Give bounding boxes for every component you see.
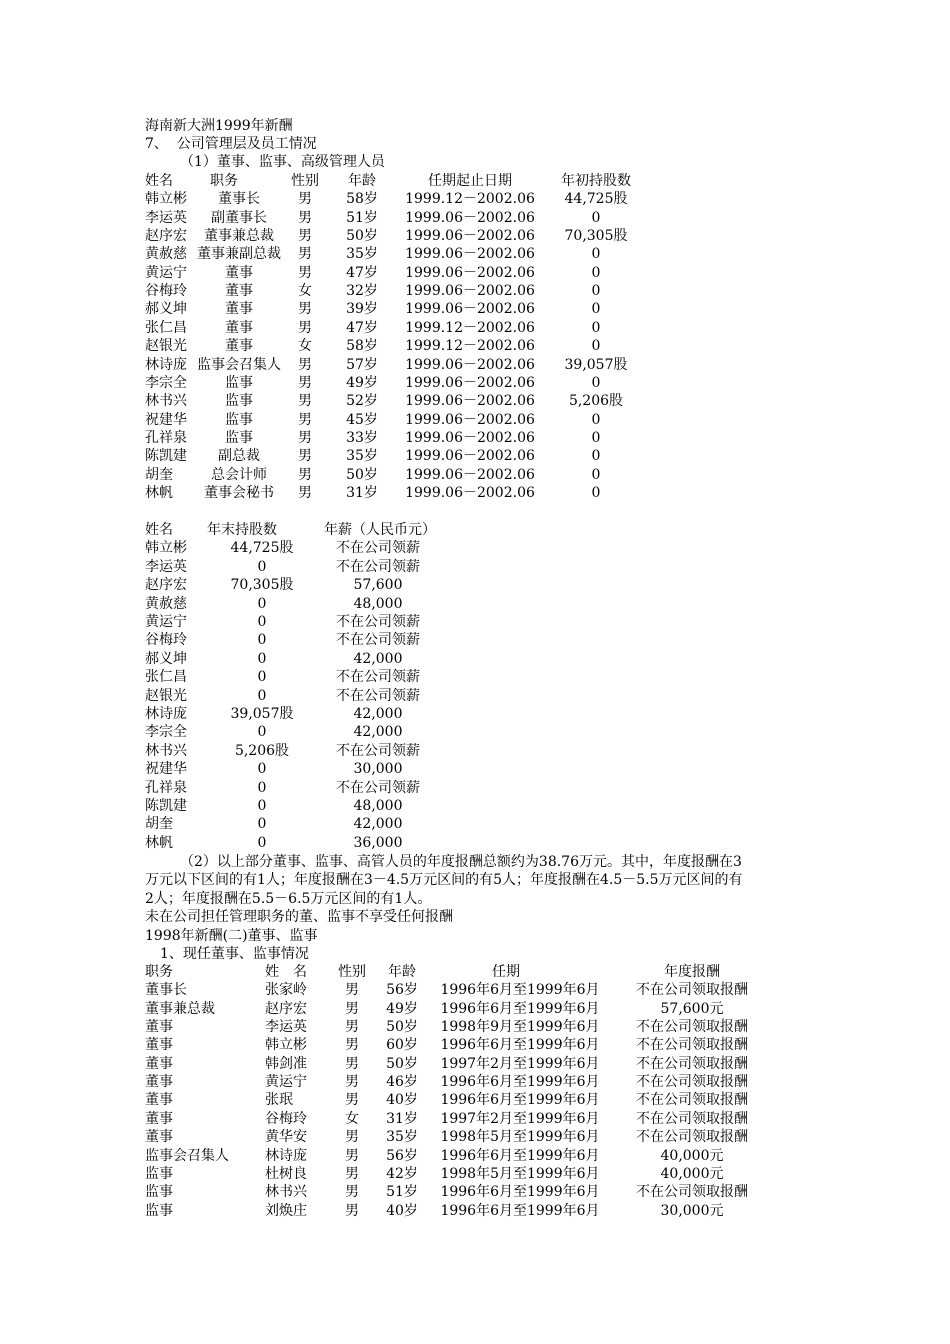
cell-name: 谷梅玲 xyxy=(265,1110,307,1127)
paragraph-no-remuneration: 未在公司担任管理职务的董、监事不享受任何报酬 xyxy=(145,909,453,925)
cell-position: 监事 xyxy=(145,1184,173,1201)
cell-name: 张珉 xyxy=(265,1092,293,1109)
cell-position: 监事 xyxy=(225,411,253,428)
cell-age: 47岁 xyxy=(346,264,378,281)
cell-gender: 男 xyxy=(298,448,312,465)
cell-name: 黄运宁 xyxy=(265,1074,307,1091)
cell-shares-begin: 5,206股 xyxy=(568,393,624,410)
cell-age: 58岁 xyxy=(346,338,378,355)
cell-salary: 36,000 xyxy=(353,834,403,851)
cell-shares-end: 44,725股 xyxy=(230,540,294,557)
cell-name: 林诗庞 xyxy=(145,356,187,373)
cell-position: 董事 xyxy=(145,1110,173,1127)
cell-shares-end: 39,057股 xyxy=(230,706,294,722)
cell-age: 51岁 xyxy=(346,209,378,226)
cell-shares-begin: 0 xyxy=(591,319,601,336)
cell-gender: 女 xyxy=(298,283,312,300)
cell-name: 林诗庞 xyxy=(265,1147,307,1164)
cell-position: 董事 xyxy=(145,1037,173,1054)
cell-salary: 不在公司领薪 xyxy=(336,540,420,557)
cell-age: 39岁 xyxy=(346,301,378,318)
cell-shares-begin: 0 xyxy=(591,411,601,428)
cell-position: 副总裁 xyxy=(218,448,260,465)
cell-position: 董事 xyxy=(145,1129,173,1146)
cell-gender: 男 xyxy=(345,1000,359,1017)
cell-name: 陈凯建 xyxy=(145,798,187,814)
cell-age: 45岁 xyxy=(346,411,378,428)
header-name: 姓名 xyxy=(145,522,173,538)
section-heading: 7、 公司管理层及员工情况 xyxy=(145,136,317,152)
section-heading-1998: 1998年新酬(二)董事、监事 xyxy=(145,928,318,944)
cell-term: 1996年6月至1999年6月 xyxy=(440,1202,600,1219)
cell-gender: 男 xyxy=(298,374,312,391)
cell-position: 董事 xyxy=(225,283,253,300)
cell-shares-end: 70,305股 xyxy=(230,577,294,594)
cell-salary: 48,000 xyxy=(353,798,403,814)
cell-position: 董事 xyxy=(225,301,253,318)
header-name: 姓名 xyxy=(145,173,173,189)
paragraph-remuneration-summary: （2）以上部分董事、监事、高管人员的年度报酬总额约为38.76万元。其中，年度报酬在3 万元以下区间的有1人；年度报酬在3－4.5万元区间的有5人；年度报酬在4.5－5.5万元区间的有2人；年度报酬在5.5－6.5万元区间的有1人。 xyxy=(145,854,743,907)
cell-shares-begin: 0 xyxy=(591,466,601,483)
cell-remuneration: 不在公司领取报酬 xyxy=(636,1055,748,1072)
cell-term: 1998年5月至1999年6月 xyxy=(440,1129,600,1146)
cell-age: 52岁 xyxy=(346,393,378,410)
cell-salary: 不在公司领薪 xyxy=(336,687,420,704)
cell-remuneration: 不在公司领取报酬 xyxy=(636,1110,748,1127)
cell-name: 林书兴 xyxy=(265,1184,307,1201)
cell-remuneration: 不在公司领取报酬 xyxy=(636,1019,748,1036)
document-title: 海南新大洲1999年新酬 xyxy=(145,118,293,134)
cell-term: 1999.12－2002.06 xyxy=(405,338,535,355)
cell-position: 董事兼副总裁 xyxy=(197,246,281,263)
cell-name: 祝建华 xyxy=(145,761,187,778)
cell-age: 49岁 xyxy=(346,374,378,391)
cell-term: 1996年6月至1999年6月 xyxy=(440,1074,600,1091)
cell-gender: 男 xyxy=(298,246,312,263)
cell-age: 49岁 xyxy=(386,1000,418,1017)
cell-position: 监事 xyxy=(225,374,253,391)
cell-name: 张仁昌 xyxy=(145,669,187,686)
cell-age: 31岁 xyxy=(346,484,378,501)
subsection-heading-1998: 1、现任董事、监事情况 xyxy=(160,946,309,962)
cell-age: 42岁 xyxy=(386,1165,418,1182)
cell-term: 1999.06－2002.06 xyxy=(405,484,535,501)
cell-shares-begin: 0 xyxy=(591,448,601,465)
cell-shares-begin: 0 xyxy=(591,374,601,391)
cell-salary: 42,000 xyxy=(353,650,403,667)
cell-remuneration: 30,000元 xyxy=(660,1202,724,1219)
cell-shares-end: 0 xyxy=(257,687,267,704)
cell-name: 李运英 xyxy=(145,209,187,226)
cell-age: 32岁 xyxy=(346,283,378,300)
header-position: 职务 xyxy=(210,173,238,189)
cell-shares-end: 0 xyxy=(257,632,267,649)
cell-salary: 42,000 xyxy=(353,706,403,722)
cell-gender: 男 xyxy=(298,411,312,428)
cell-shares-begin: 0 xyxy=(591,338,601,355)
cell-shares-end: 0 xyxy=(257,595,267,612)
cell-position: 副董事长 xyxy=(211,209,267,226)
cell-shares-end: 0 xyxy=(257,816,267,833)
cell-gender: 男 xyxy=(345,1074,359,1091)
cell-name: 杜树良 xyxy=(265,1165,307,1182)
cell-term: 1998年9月至1999年6月 xyxy=(440,1019,600,1036)
cell-name: 孔祥泉 xyxy=(145,429,187,446)
header-term: 任期起止日期 xyxy=(428,173,512,189)
cell-age: 60岁 xyxy=(386,1037,418,1054)
header-shares-begin: 年初持股数 xyxy=(561,173,631,189)
cell-term: 1999.06－2002.06 xyxy=(405,209,535,226)
cell-gender: 男 xyxy=(345,1055,359,1072)
cell-gender: 男 xyxy=(298,264,312,281)
cell-name: 李运英 xyxy=(265,1019,307,1036)
cell-name: 赵序宏 xyxy=(145,228,187,245)
cell-position: 监事 xyxy=(225,393,253,410)
cell-gender: 男 xyxy=(345,1165,359,1182)
cell-term: 1999.06－2002.06 xyxy=(405,264,535,281)
cell-name: 林书兴 xyxy=(145,393,187,410)
cell-term: 1996年6月至1999年6月 xyxy=(440,1092,600,1109)
cell-position: 董事长 xyxy=(145,982,187,999)
cell-name: 陈凯建 xyxy=(145,448,187,465)
cell-name: 张仁昌 xyxy=(145,319,187,336)
header-gender: 性别 xyxy=(291,173,319,189)
cell-term: 1997年2月至1999年6月 xyxy=(440,1055,600,1072)
cell-remuneration: 40,000元 xyxy=(660,1165,724,1182)
cell-term: 1999.12－2002.06 xyxy=(405,319,535,336)
cell-age: 33岁 xyxy=(346,429,378,446)
cell-salary: 不在公司领薪 xyxy=(336,558,420,575)
cell-term: 1996年6月至1999年6月 xyxy=(440,982,600,999)
cell-name: 李宗全 xyxy=(145,374,187,391)
cell-name: 黄运宁 xyxy=(145,614,187,630)
cell-name: 胡奎 xyxy=(145,816,173,833)
cell-gender: 男 xyxy=(345,1129,359,1146)
cell-shares-end: 0 xyxy=(257,834,267,851)
cell-name: 谷梅玲 xyxy=(145,283,187,300)
cell-age: 51岁 xyxy=(386,1184,418,1201)
cell-shares-end: 0 xyxy=(257,779,267,796)
cell-salary: 48,000 xyxy=(353,595,403,612)
cell-name: 谷梅玲 xyxy=(145,632,187,649)
cell-age: 47岁 xyxy=(346,319,378,336)
cell-age: 56岁 xyxy=(386,1147,418,1164)
cell-position: 监事会召集人 xyxy=(197,356,281,373)
cell-term: 1999.06－2002.06 xyxy=(405,448,535,465)
cell-age: 35岁 xyxy=(346,448,378,465)
cell-term: 1999.06－2002.06 xyxy=(405,429,535,446)
cell-name: 黄华安 xyxy=(265,1129,307,1146)
cell-position: 董事 xyxy=(145,1055,173,1072)
cell-gender: 男 xyxy=(345,1037,359,1054)
cell-remuneration: 不在公司领取报酬 xyxy=(636,982,748,999)
cell-shares-end: 0 xyxy=(257,669,267,686)
header-gender: 性别 xyxy=(338,964,366,980)
header-name: 姓 名 xyxy=(265,964,307,980)
cell-position: 董事会秘书 xyxy=(204,484,274,501)
header-age: 年龄 xyxy=(348,173,376,189)
cell-shares-begin: 70,305股 xyxy=(564,228,628,245)
cell-name: 刘焕庄 xyxy=(265,1202,307,1219)
cell-term: 1999.06－2002.06 xyxy=(405,228,535,245)
cell-shares-end: 0 xyxy=(257,724,267,741)
cell-name: 林帆 xyxy=(145,834,173,851)
cell-gender: 男 xyxy=(298,228,312,245)
cell-salary: 30,000 xyxy=(353,761,403,778)
header-term: 任期 xyxy=(492,964,520,980)
cell-name: 胡奎 xyxy=(145,466,173,483)
cell-age: 35岁 xyxy=(346,246,378,263)
cell-term: 1999.06－2002.06 xyxy=(405,246,535,263)
cell-shares-end: 0 xyxy=(257,798,267,814)
cell-age: 58岁 xyxy=(346,191,378,208)
cell-gender: 男 xyxy=(298,301,312,318)
cell-gender: 男 xyxy=(345,1202,359,1219)
cell-name: 孔祥泉 xyxy=(145,779,187,796)
cell-name: 赵银光 xyxy=(145,338,187,355)
cell-age: 40岁 xyxy=(386,1092,418,1109)
cell-name: 赵银光 xyxy=(145,687,187,704)
cell-name: 李运英 xyxy=(145,558,187,575)
cell-remuneration: 不在公司领取报酬 xyxy=(636,1129,748,1146)
cell-remuneration: 不在公司领取报酬 xyxy=(636,1074,748,1091)
cell-gender: 男 xyxy=(298,484,312,501)
cell-name: 郝义坤 xyxy=(145,301,187,318)
cell-shares-end: 5,206股 xyxy=(234,742,290,759)
header-age: 年龄 xyxy=(388,964,416,980)
cell-age: 50岁 xyxy=(346,466,378,483)
cell-name: 林书兴 xyxy=(145,742,187,759)
cell-gender: 男 xyxy=(298,393,312,410)
cell-gender: 男 xyxy=(345,1019,359,1036)
cell-gender: 男 xyxy=(298,356,312,373)
cell-age: 50岁 xyxy=(386,1055,418,1072)
cell-position: 董事长 xyxy=(218,191,260,208)
cell-name: 黄赦慈 xyxy=(145,595,187,612)
cell-name: 林诗庞 xyxy=(145,706,187,722)
cell-position: 董事 xyxy=(145,1074,173,1091)
cell-shares-begin: 0 xyxy=(591,301,601,318)
cell-name: 韩立彬 xyxy=(265,1037,307,1054)
cell-term: 1996年6月至1999年6月 xyxy=(440,1184,600,1201)
cell-shares-begin: 0 xyxy=(591,484,601,501)
cell-position: 董事 xyxy=(225,264,253,281)
cell-shares-begin: 0 xyxy=(591,246,601,263)
cell-gender: 男 xyxy=(298,466,312,483)
cell-term: 1997年2月至1999年6月 xyxy=(440,1110,600,1127)
cell-remuneration: 57,600元 xyxy=(660,1000,724,1017)
cell-shares-end: 0 xyxy=(257,650,267,667)
cell-gender: 男 xyxy=(298,209,312,226)
cell-name: 李宗全 xyxy=(145,724,187,741)
cell-gender: 男 xyxy=(298,429,312,446)
cell-name: 黄赦慈 xyxy=(145,246,187,263)
cell-shares-begin: 0 xyxy=(591,209,601,226)
cell-gender: 男 xyxy=(345,1147,359,1164)
cell-position: 董事兼总裁 xyxy=(204,228,274,245)
header-position: 职务 xyxy=(145,964,173,980)
cell-remuneration: 40,000元 xyxy=(660,1147,724,1164)
cell-age: 46岁 xyxy=(386,1074,418,1091)
cell-salary: 不在公司领薪 xyxy=(336,742,420,759)
cell-term: 1996年6月至1999年6月 xyxy=(440,1037,600,1054)
cell-gender: 女 xyxy=(298,338,312,355)
cell-remuneration: 不在公司领取报酬 xyxy=(636,1092,748,1109)
header-salary: 年薪（人民币元） xyxy=(324,522,436,538)
cell-term: 1999.06－2002.06 xyxy=(405,393,535,410)
cell-age: 31岁 xyxy=(386,1110,418,1127)
cell-name: 赵序宏 xyxy=(265,1000,307,1017)
header-remuneration: 年度报酬 xyxy=(664,964,720,980)
cell-salary: 不在公司领薪 xyxy=(336,614,420,630)
cell-gender: 男 xyxy=(345,1184,359,1201)
cell-position: 监事 xyxy=(145,1165,173,1182)
cell-position: 董事兼总裁 xyxy=(145,1000,215,1017)
cell-term: 1998年5月至1999年6月 xyxy=(440,1165,600,1182)
cell-name: 林帆 xyxy=(145,484,173,501)
cell-remuneration: 不在公司领取报酬 xyxy=(636,1184,748,1201)
cell-age: 56岁 xyxy=(386,982,418,999)
cell-shares-end: 0 xyxy=(257,761,267,778)
cell-shares-begin: 44,725股 xyxy=(564,191,628,208)
cell-salary: 57,600 xyxy=(353,577,403,594)
cell-position: 总会计师 xyxy=(211,466,267,483)
cell-shares-begin: 39,057股 xyxy=(564,356,628,373)
cell-salary: 42,000 xyxy=(353,724,403,741)
cell-shares-begin: 0 xyxy=(591,429,601,446)
cell-term: 1999.06－2002.06 xyxy=(405,283,535,300)
cell-position: 董事 xyxy=(225,319,253,336)
cell-shares-end: 0 xyxy=(257,558,267,575)
cell-term: 1999.06－2002.06 xyxy=(405,466,535,483)
cell-shares-begin: 0 xyxy=(591,264,601,281)
cell-name: 黄运宁 xyxy=(145,264,187,281)
cell-shares-begin: 0 xyxy=(591,283,601,300)
cell-salary: 42,000 xyxy=(353,816,403,833)
cell-term: 1996年6月至1999年6月 xyxy=(440,1147,600,1164)
cell-term: 1999.06－2002.06 xyxy=(405,411,535,428)
cell-term: 1999.06－2002.06 xyxy=(405,356,535,373)
cell-age: 40岁 xyxy=(386,1202,418,1219)
header-shares-end: 年末持股数 xyxy=(207,522,277,538)
cell-name: 张家岭 xyxy=(265,982,307,999)
cell-name: 韩立彬 xyxy=(145,191,187,208)
cell-shares-end: 0 xyxy=(257,614,267,630)
cell-name: 祝建华 xyxy=(145,411,187,428)
cell-position: 董事 xyxy=(225,338,253,355)
cell-age: 35岁 xyxy=(386,1129,418,1146)
cell-position: 董事 xyxy=(145,1019,173,1036)
cell-gender: 男 xyxy=(345,1092,359,1109)
cell-age: 57岁 xyxy=(346,356,378,373)
cell-term: 1999.06－2002.06 xyxy=(405,374,535,391)
cell-name: 郝义坤 xyxy=(145,650,187,667)
cell-gender: 男 xyxy=(345,982,359,999)
cell-position: 董事 xyxy=(145,1092,173,1109)
cell-salary: 不在公司领薪 xyxy=(336,632,420,649)
cell-name: 韩剑准 xyxy=(265,1055,307,1072)
cell-position: 监事 xyxy=(225,429,253,446)
cell-salary: 不在公司领薪 xyxy=(336,669,420,686)
cell-name: 赵序宏 xyxy=(145,577,187,594)
cell-gender: 女 xyxy=(345,1110,359,1127)
cell-gender: 男 xyxy=(298,191,312,208)
cell-age: 50岁 xyxy=(386,1019,418,1036)
cell-term: 1999.06－2002.06 xyxy=(405,301,535,318)
cell-position: 监事 xyxy=(145,1202,173,1219)
cell-remuneration: 不在公司领取报酬 xyxy=(636,1037,748,1054)
subsection-heading: （1）董事、监事、高级管理人员 xyxy=(180,154,385,170)
cell-gender: 男 xyxy=(298,319,312,336)
cell-term: 1999.12－2002.06 xyxy=(405,191,535,208)
cell-position: 监事会召集人 xyxy=(145,1147,229,1164)
cell-age: 50岁 xyxy=(346,228,378,245)
cell-name: 韩立彬 xyxy=(145,540,187,557)
cell-term: 1996年6月至1999年6月 xyxy=(440,1000,600,1017)
cell-salary: 不在公司领薪 xyxy=(336,779,420,796)
